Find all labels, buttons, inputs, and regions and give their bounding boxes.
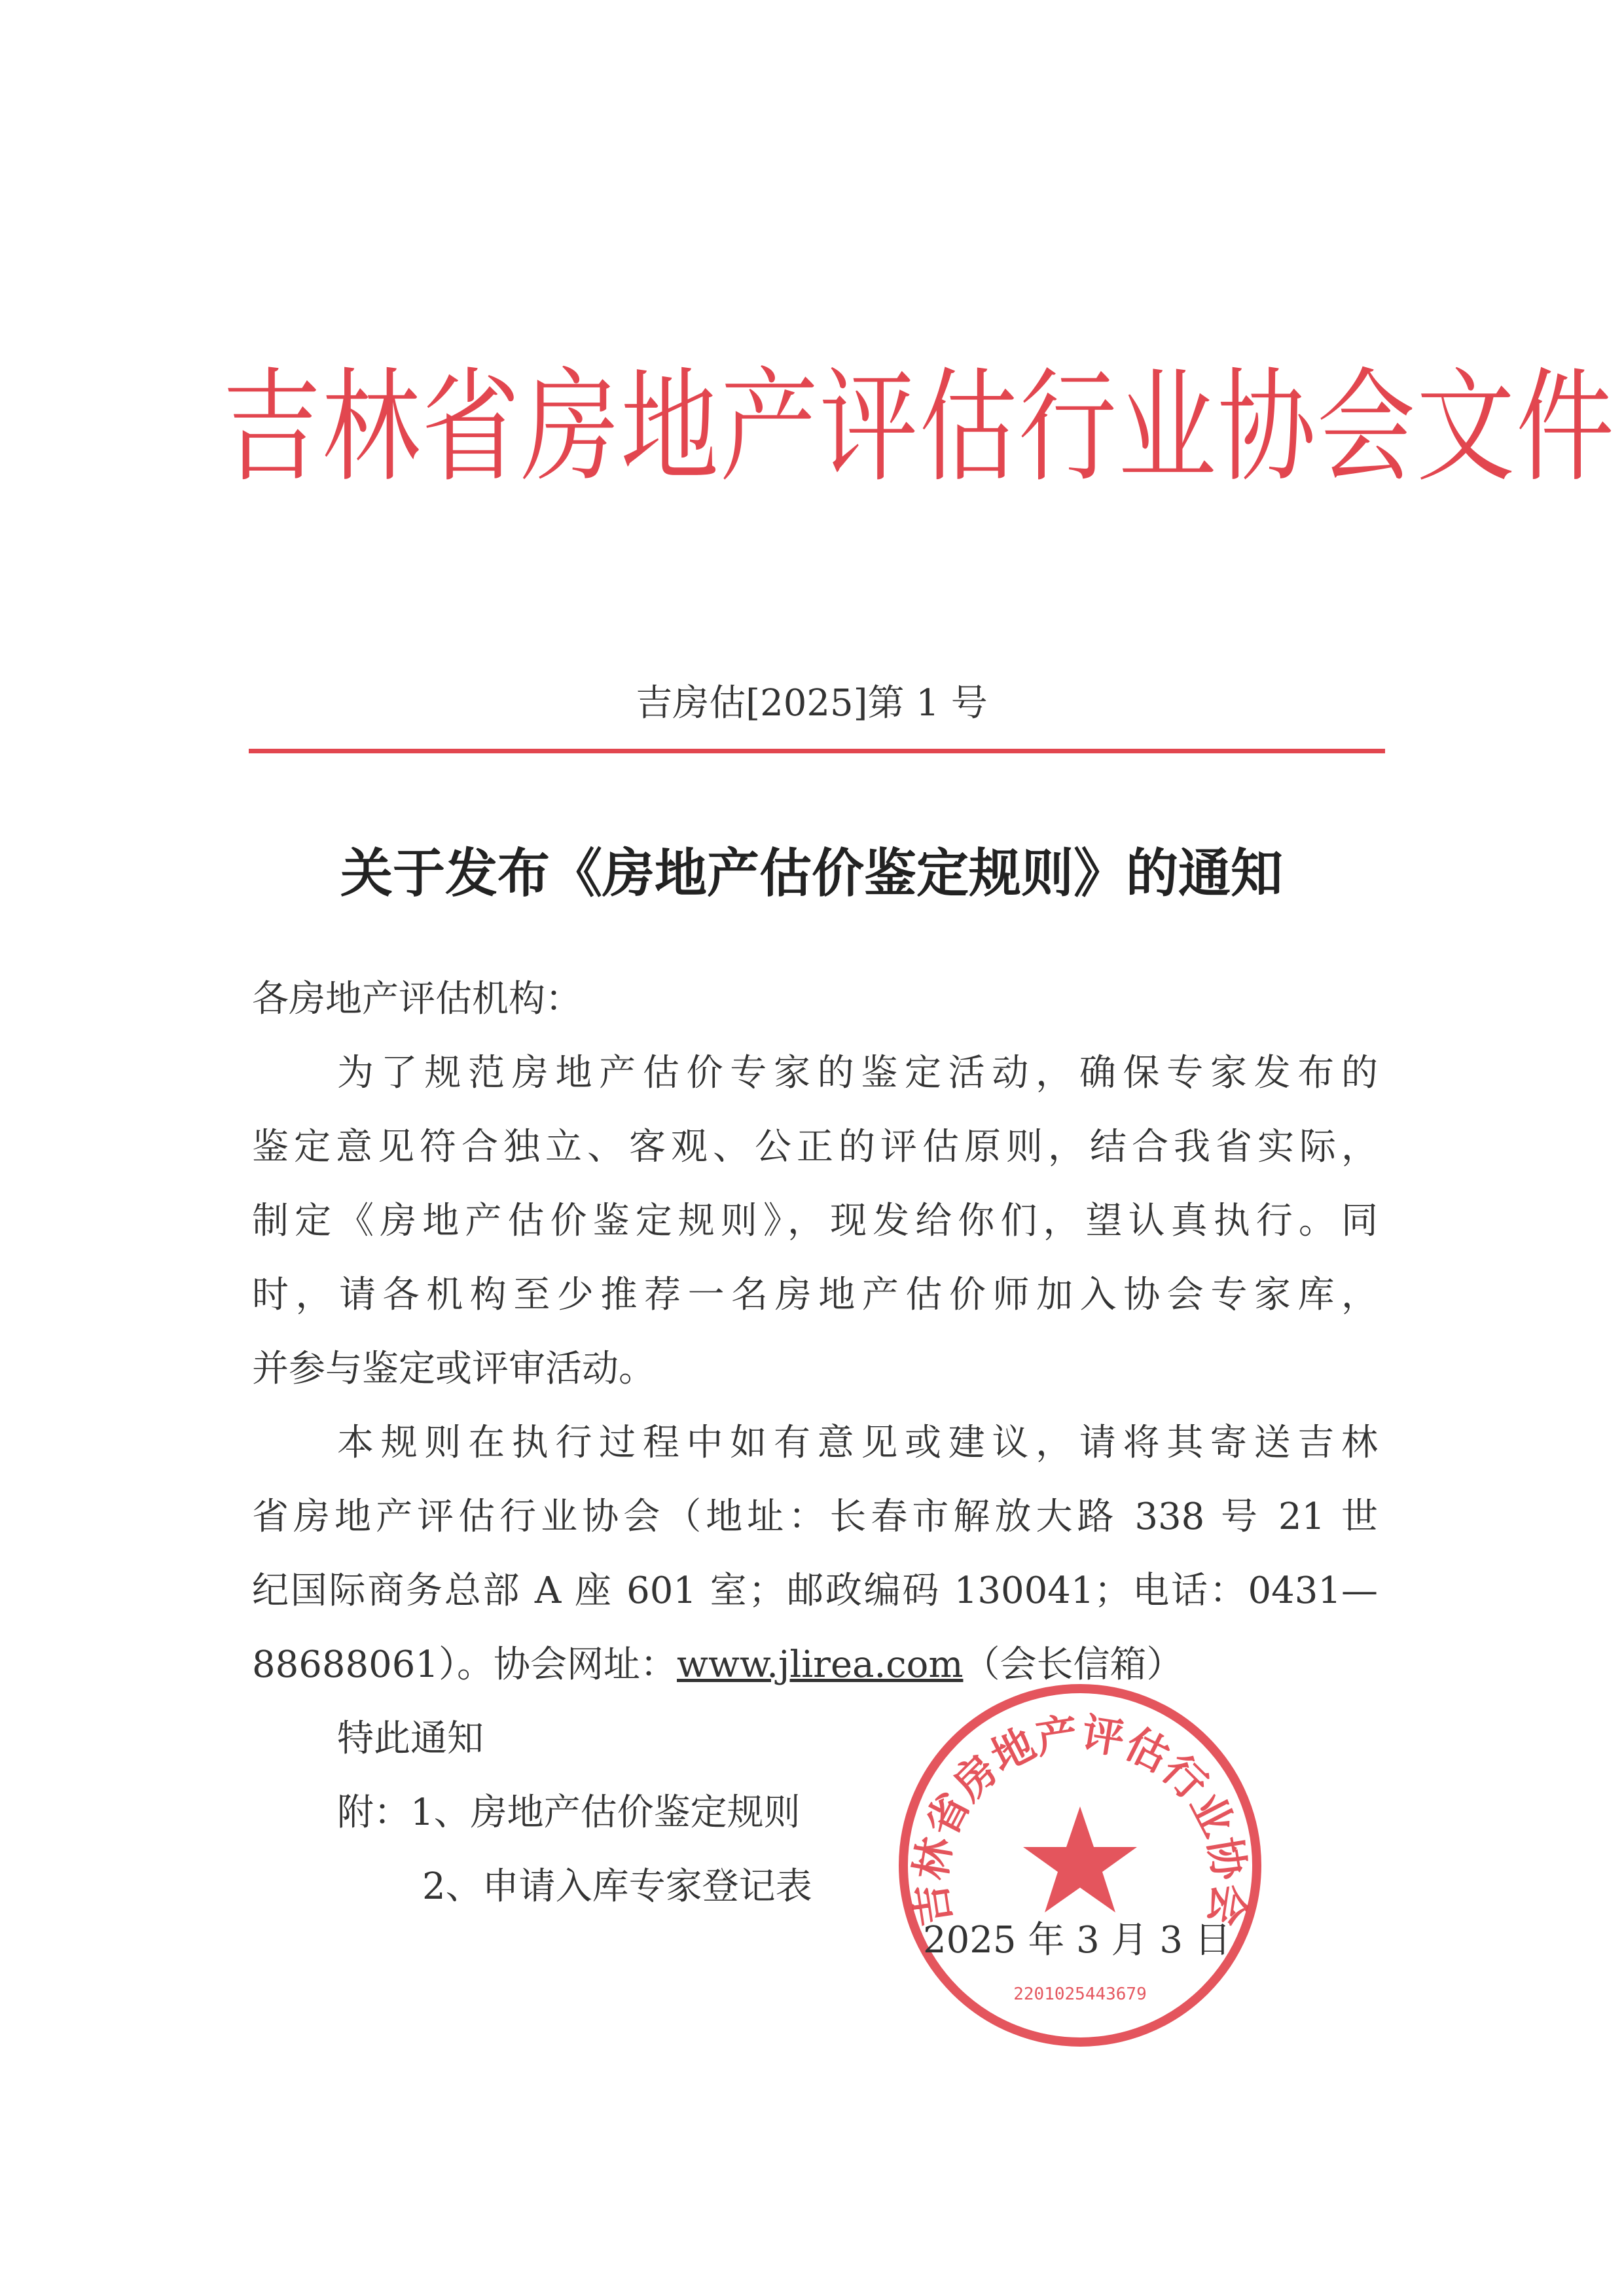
- para2-line4-suffix: （会长信箱）: [963, 1643, 1183, 1686]
- attachment-1: 附：1、房地产估价鉴定规则: [337, 1791, 801, 1834]
- header-divider: [249, 749, 1385, 753]
- svg-text:2201025443679: 2201025443679: [1013, 1984, 1147, 2004]
- document-number: 吉房估[2025]第 1 号: [636, 682, 988, 725]
- attachment-2: 2、申请入库专家登记表: [422, 1865, 812, 1908]
- para2-line4-text: 88688061）。协会网址：: [252, 1643, 677, 1686]
- para2-line1: 本规则在执行过程中如有意见或建议，请将其寄送吉林: [337, 1422, 1378, 1464]
- seal-graphic: [890, 1676, 1270, 2055]
- document-header-title: 吉林省房地产评估行业协会文件: [223, 357, 1616, 499]
- para2-line2: 省房地产评估行业协会（地址：长春市解放大路 338 号 21 世: [252, 1496, 1378, 1538]
- para1-line4: 时，请各机构至少推荐一名房地产估价师加入协会专家库，: [252, 1274, 1378, 1316]
- issue-date: 2025 年 3 月 3 日: [923, 1919, 1231, 1962]
- salutation: 各房地产评估机构：: [252, 978, 582, 1020]
- para1-line5: 并参与鉴定或评审活动。: [252, 1348, 655, 1390]
- svg-text:吉林省房地产评估行业协会: 吉林省房地产评估行业协会: [907, 1709, 1254, 1929]
- para1-line3: 制定《房地产估价鉴定规则》，现发给你们，望认真执行。同: [252, 1200, 1378, 1242]
- para1-line1: 为了规范房地产估价专家的鉴定活动，确保专家发布的: [337, 1052, 1378, 1094]
- notice-title: 关于发布《房地产估价鉴定规则》的通知: [340, 843, 1283, 904]
- para2-line3: 纪国际商务总部 A 座 601 室；邮政编码 130041；电话：0431—: [252, 1570, 1378, 1612]
- official-seal: [890, 1676, 1270, 2055]
- closing-line: 特此通知: [337, 1717, 484, 1760]
- para1-line2: 鉴定意见符合独立、客观、公正的评估原则，结合我省实际，: [252, 1126, 1378, 1168]
- association-website-link[interactable]: www.jlirea.com: [677, 1643, 964, 1686]
